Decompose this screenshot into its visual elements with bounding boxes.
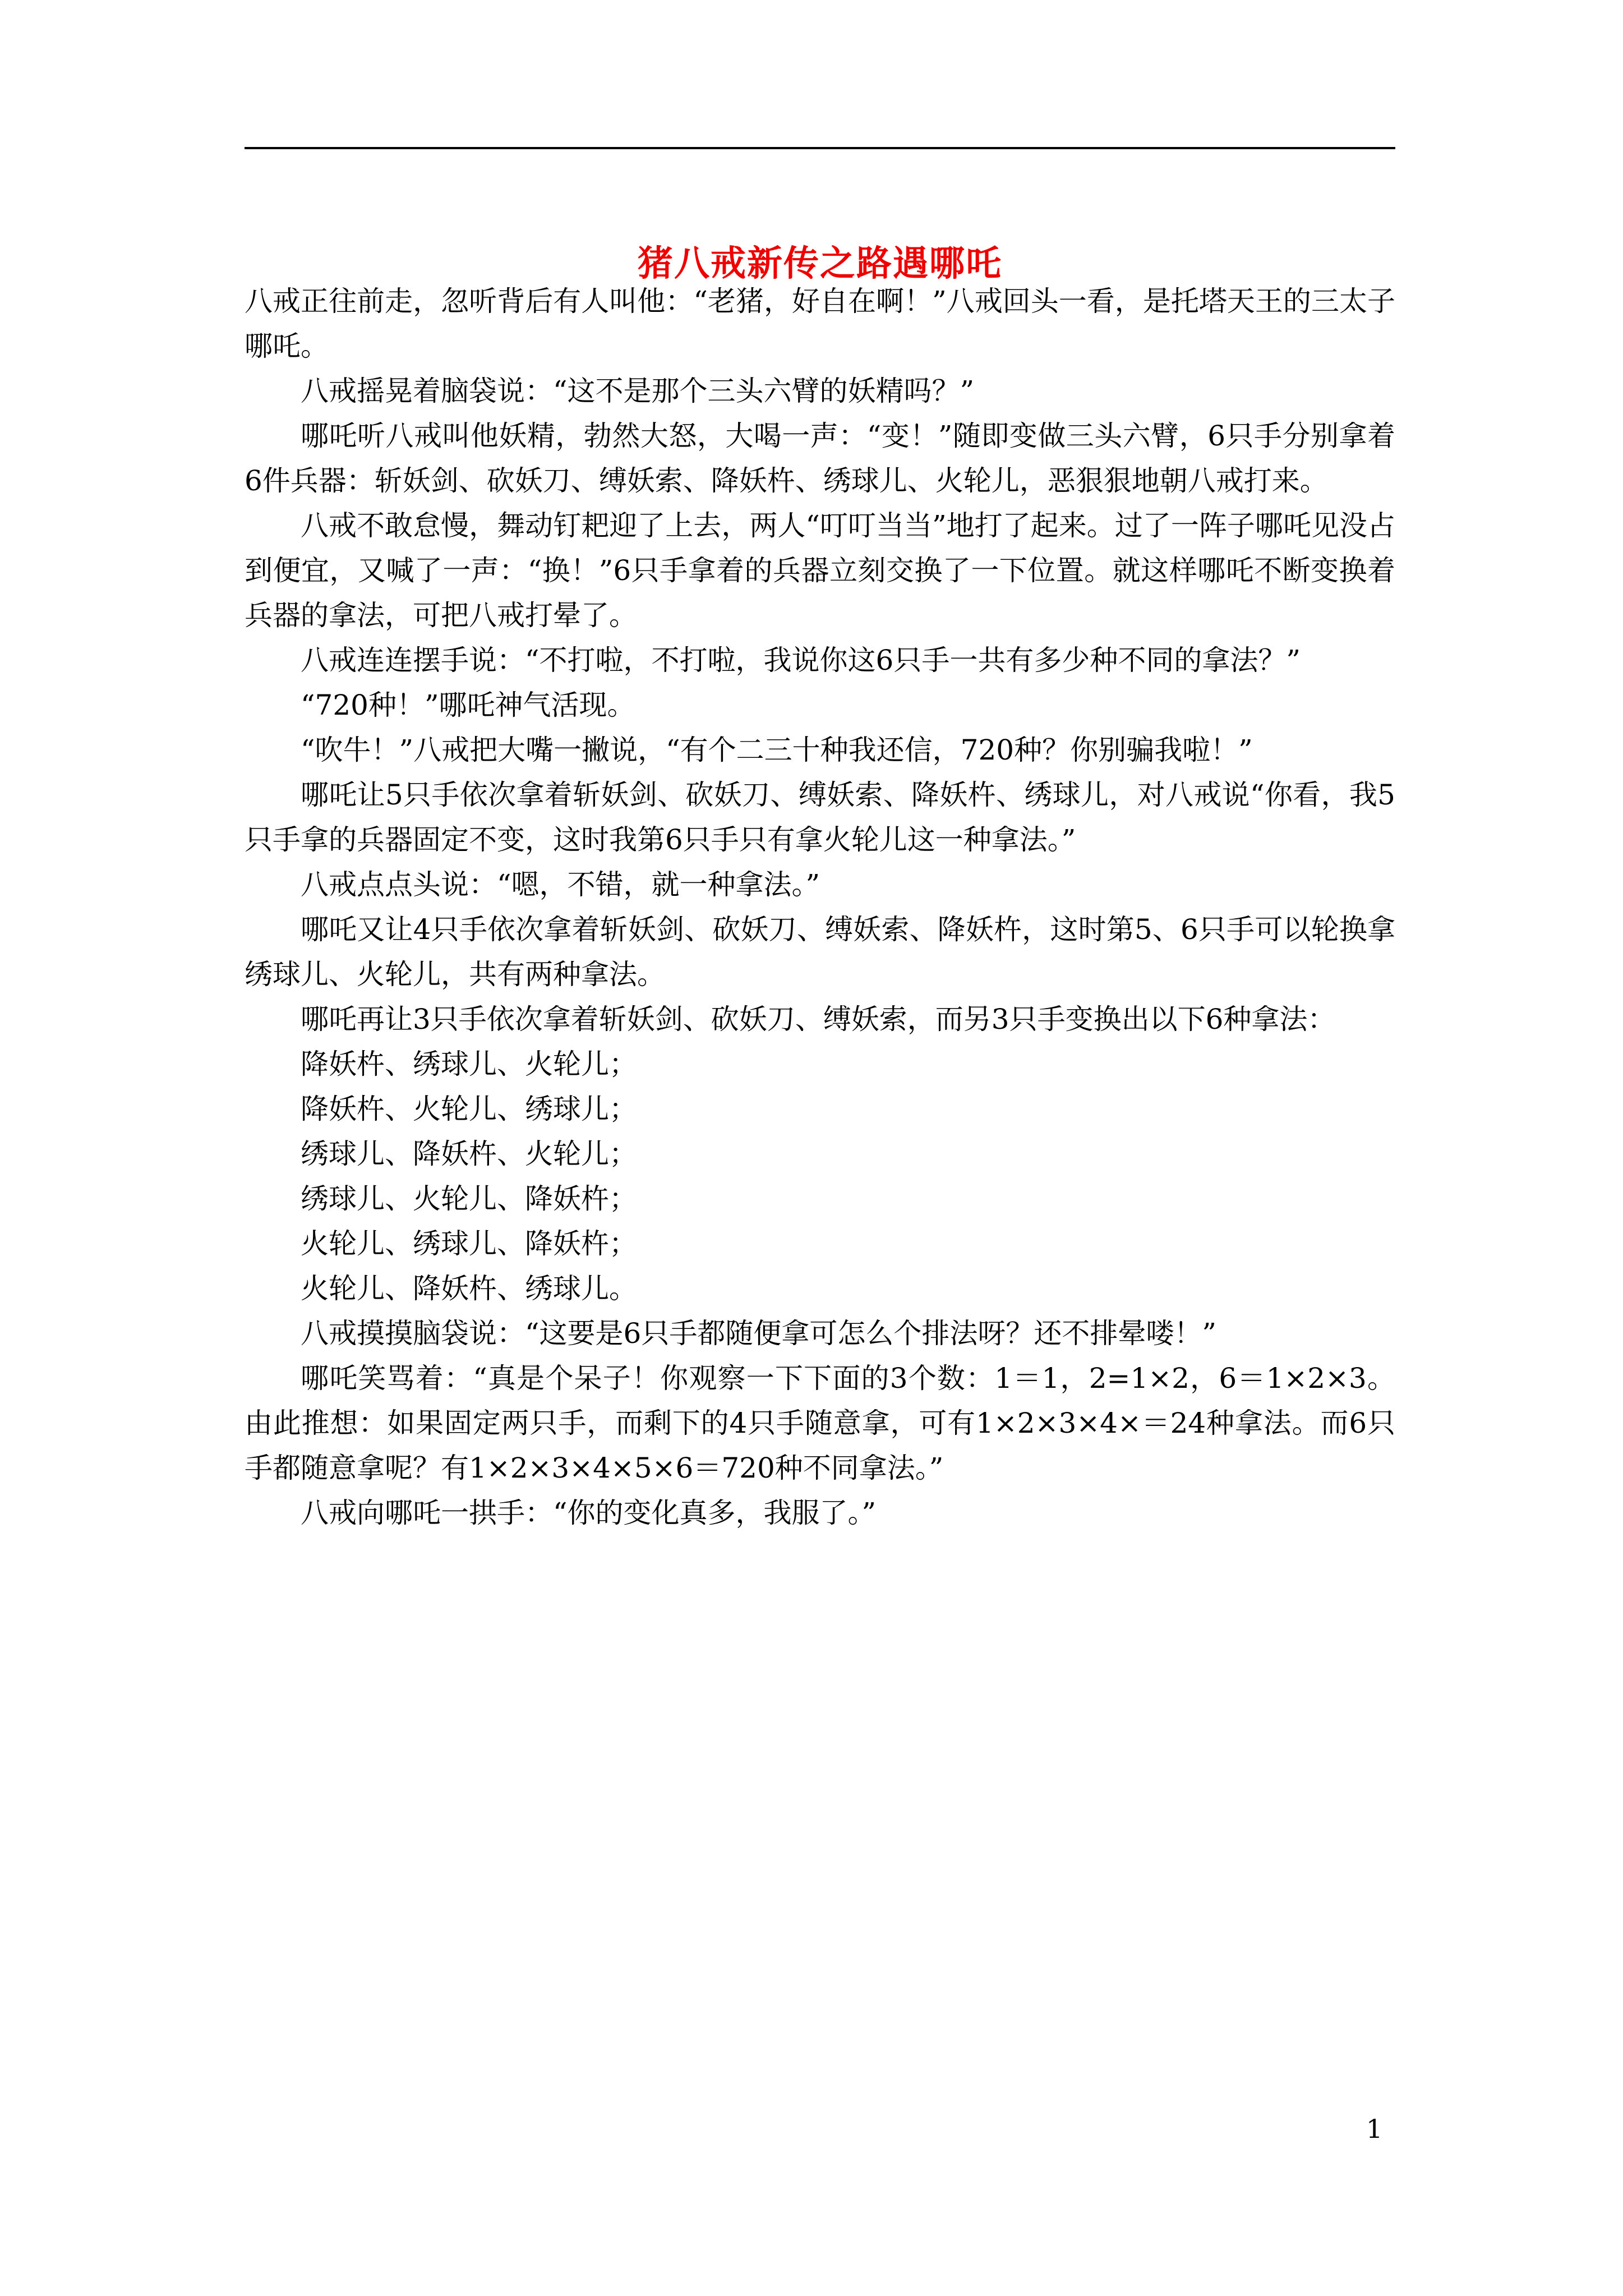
paragraph-5: 八戒连连摆手说：“不打啦，不打啦，我说你这6只手一共有多少种不同的拿法？” xyxy=(301,644,1301,677)
paragraph-8: 哪吒让5只手依次拿着斩妖剑、砍妖刀、缚妖索、降妖杵、绣球儿，对八戒说“你看，我5只手拿的兵器固定不变，这时我第6只手只有拿火轮儿这一种拿法。” xyxy=(245,779,1395,856)
paragraph-7: “吹牛！”八戒把大嘴一撇说，“有个二三十种我还信，720种？你别骗我啦！” xyxy=(301,734,1253,766)
paragraph-2: 八戒摇晃着脑袋说：“这不是那个三头六臂的妖精吗？” xyxy=(301,375,975,407)
paragraph-9: 八戒点点头说：“嗯，不错，就一种拿法。” xyxy=(301,868,820,901)
paragraph-4: 八戒不敢怠慢，舞动钉耙迎了上去，两人“叮叮当当”地打了起来。过了一阵子哪吒见没占到便宜，又喊了一声：“换！”6只手拿着的兵器立刻交换了一下位置。就这样哪吒不断变换着兵器的拿法，可把八戒打晕了。 xyxy=(245,509,1395,632)
list-line-1: 降妖杵、绣球儿、火轮儿； xyxy=(301,1048,637,1080)
document-title: 猪八戒新传之路遇哪吒 xyxy=(638,242,1002,284)
paragraph-6: “720种！”哪吒神气活现。 xyxy=(301,689,635,721)
list-line-5: 火轮儿、绣球儿、降妖杵； xyxy=(301,1227,637,1260)
list-line-4: 绣球儿、火轮儿、降妖杵； xyxy=(301,1182,637,1215)
paragraph-3: 哪吒听八戒叫他妖精，勃然大怒，大喝一声：“变！”随即变做三头六臂，6只手分别拿着6件兵器：斩妖剑、砍妖刀、缚妖索、降妖杵、绣球儿、火轮儿，恶狠狠地朝八戒打来。 xyxy=(245,420,1395,497)
paragraph-13: 哪吒笑骂着：“真是个呆子！你观察一下下面的3个数：1＝1，2=1×2，6＝1×2×3。由此推想：如果固定两只手，而剩下的4只手随意拿，可有1×2×3×4×＝24种拿法。而6只手都随意拿呢？有1×2×3×4×5×6＝720种不同拿法。” xyxy=(245,1362,1395,1484)
paragraph-12: 八戒摸摸脑袋说：“这要是6只手都随便拿可怎么个排法呀？还不排晕喽！” xyxy=(301,1317,1216,1350)
paragraph-10: 哪吒又让4只手依次拿着斩妖剑、砍妖刀、缚妖索、降妖杵，这时第5、6只手可以轮换拿绣球儿、火轮儿，共有两种拿法。 xyxy=(245,913,1395,991)
list-line-6: 火轮儿、降妖杵、绣球儿。 xyxy=(301,1272,637,1305)
list-line-3: 绣球儿、降妖杵、火轮儿； xyxy=(301,1138,637,1170)
header-rule xyxy=(245,147,1395,149)
list-line-2: 降妖杵、火轮儿、绣球儿； xyxy=(301,1093,637,1125)
paragraph-11: 哪吒再让3只手依次拿着斩妖剑、砍妖刀、缚妖索，而另3只手变换出以下6种拿法： xyxy=(301,1003,1336,1036)
paragraph-1: 八戒正往前走，忽听背后有人叫他：“老猪，好自在啊！”八戒回头一看，是托塔天王的三太子哪吒。 xyxy=(245,285,1395,362)
page-number: 1 xyxy=(1366,2114,1383,2144)
document-body xyxy=(245,279,1395,1535)
paragraph-14: 八戒向哪吒一拱手：“你的变化真多，我服了。” xyxy=(301,1497,877,1529)
